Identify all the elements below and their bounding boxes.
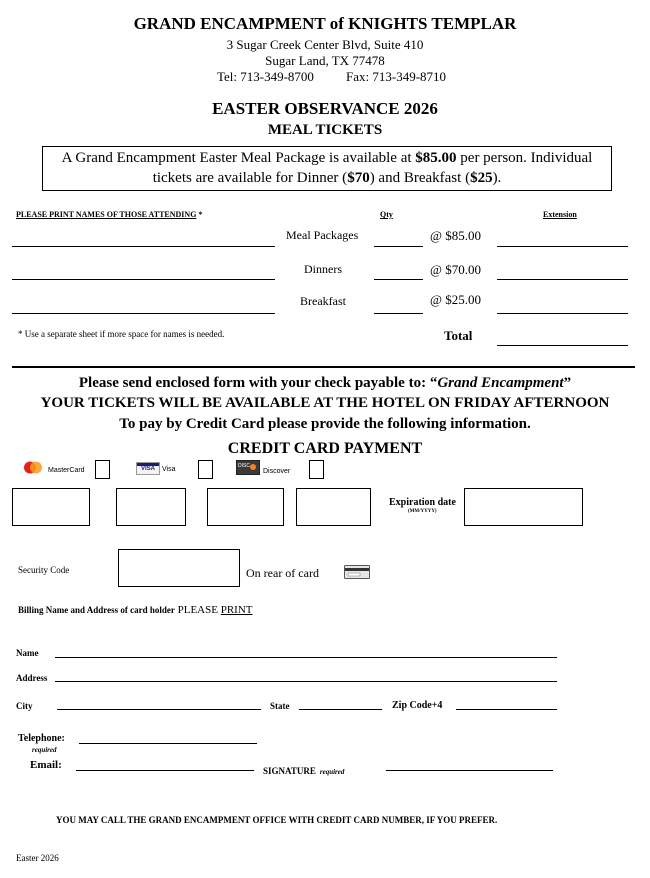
- names-header: [16, 210, 202, 219]
- item-breakfast: Breakfast: [300, 294, 346, 308]
- item-dinners: Dinners: [304, 262, 342, 276]
- payee-name: Grand Encampment: [437, 375, 564, 391]
- visa-checkbox[interactable]: [198, 460, 213, 479]
- rear-of-card-label: On rear of card: [246, 566, 319, 580]
- email-field[interactable]: [76, 770, 254, 771]
- notice-text-1: A Grand Encampment Easter Meal Package is available at: [61, 150, 416, 166]
- billing-heading: [18, 600, 252, 618]
- address-label: Address: [16, 673, 48, 683]
- tickets-notice: YOUR TICKETS WILL BE AVAILABLE AT THE HOTEL ON FRIDAY AFTERNOON: [40, 395, 610, 411]
- attendee-name-line-1[interactable]: [12, 246, 275, 247]
- meal-package-notice: [42, 146, 612, 191]
- qty-meal-packages[interactable]: [374, 246, 423, 247]
- total-label: Total: [444, 328, 473, 343]
- item-meal-packages: Meal Packages: [286, 228, 359, 242]
- package-price: $85.00: [415, 150, 457, 166]
- price-dinners: @ $70.00: [430, 262, 481, 277]
- security-code-label: Security Code: [18, 565, 70, 575]
- qty-dinners[interactable]: [374, 279, 423, 280]
- extension-breakfast[interactable]: [497, 313, 628, 314]
- names-footnote: * Use a separate sheet if more space for names is needed.: [18, 329, 225, 339]
- card-number-group-1[interactable]: [12, 488, 90, 526]
- telephone-required: required: [32, 746, 57, 754]
- state-label: State: [270, 701, 290, 711]
- credit-card-instruction: To pay by Credit Card please provide the following information.: [119, 416, 531, 432]
- breakfast-price: $25: [470, 170, 493, 186]
- extension-dinners[interactable]: [497, 279, 628, 280]
- telephone-number: Tel: 713-349-8700: [217, 69, 314, 84]
- qty-header: Qty: [380, 210, 393, 219]
- event-title: EASTER OBSERVANCE 2026: [212, 99, 438, 118]
- section-divider: [12, 366, 635, 368]
- telephone-field[interactable]: [79, 743, 257, 744]
- price-meal-packages: @ $85.00: [430, 228, 481, 243]
- expiration-hint: (MM/YYYY): [408, 509, 437, 514]
- telephone-label: Telephone:: [18, 733, 65, 744]
- zip-label: Zip Code+4: [392, 700, 443, 711]
- notice-text-3: ) and Breakfast (: [369, 170, 471, 186]
- discover-label: Discover: [263, 468, 291, 475]
- discover-icon: [236, 460, 260, 475]
- zip-field[interactable]: [456, 709, 557, 710]
- address-line-1: 3 Sugar Creek Center Blvd, Suite 410: [226, 37, 424, 52]
- city-label: City: [16, 701, 33, 711]
- total-amount-line[interactable]: [497, 345, 628, 346]
- expiration-date-input[interactable]: [464, 488, 583, 526]
- dinner-price: $70: [347, 170, 370, 186]
- address-field[interactable]: [55, 681, 557, 682]
- discover-icon-text: DISC: [238, 463, 250, 469]
- card-number-group-4[interactable]: [296, 488, 371, 526]
- city-field[interactable]: [57, 709, 261, 710]
- signature-label: [263, 761, 344, 779]
- send-suffix: ”: [563, 375, 572, 391]
- mastercard-checkbox[interactable]: [95, 460, 110, 479]
- credit-card-title: CREDIT CARD PAYMENT: [227, 440, 423, 457]
- signature-required: required: [319, 768, 345, 776]
- call-office-notice: YOU MAY CALL THE GRAND ENCAMPMENT OFFICE WITH CREDIT CARD NUMBER, IF YOU PREFER.: [56, 815, 498, 825]
- price-breakfast: @ $25.00: [430, 292, 481, 307]
- discover-checkbox[interactable]: [309, 460, 324, 479]
- names-header-text: PLEASE PRINT NAMES OF THOSE ATTENDING: [16, 210, 197, 219]
- signature-label-text: SIGNATURE: [263, 766, 316, 776]
- visa-icon: [136, 462, 160, 475]
- email-label: Email:: [30, 759, 62, 771]
- signature-field[interactable]: [386, 770, 553, 771]
- org-name: GRAND ENCAMPMENT of KNIGHTS TEMPLAR: [133, 14, 517, 33]
- billing-heading-text: Billing Name and Address of card holder: [18, 605, 175, 615]
- names-header-asterisk: *: [196, 210, 203, 219]
- billing-print: PRINT: [220, 604, 253, 616]
- card-back-icon: [344, 565, 370, 579]
- send-prefix: Please send enclosed form with your check payable to: “: [78, 375, 438, 391]
- visa-label: Visa: [162, 466, 176, 473]
- attendee-name-line-3[interactable]: [12, 313, 275, 314]
- extension-header: Extension: [543, 210, 577, 219]
- card-number-group-3[interactable]: [207, 488, 284, 526]
- name-field[interactable]: [55, 657, 557, 658]
- form-identifier: Easter 2026: [16, 853, 59, 863]
- card-number-group-2[interactable]: [116, 488, 186, 526]
- state-field[interactable]: [299, 709, 382, 710]
- event-subtitle: MEAL TICKETS: [267, 122, 383, 138]
- mastercard-label: MasterCard: [48, 467, 85, 474]
- name-label: Name: [16, 648, 39, 658]
- qty-breakfast[interactable]: [374, 313, 423, 314]
- address-line-2: Sugar Land, TX 77478: [265, 53, 385, 68]
- billing-please: PLEASE: [174, 604, 221, 616]
- expiration-label: Expiration date: [389, 497, 456, 508]
- fax-number: Fax: 713-349-8710: [346, 69, 447, 84]
- payment-instruction: [0, 375, 650, 392]
- attendee-name-line-2[interactable]: [12, 279, 275, 280]
- mastercard-icon: [22, 461, 44, 474]
- notice-text-2: per person. Individual tickets are available for Dinner (: [152, 150, 593, 186]
- visa-icon-text: VISA: [140, 466, 155, 472]
- notice-text-4: ).: [492, 170, 502, 186]
- security-code-input[interactable]: [118, 549, 240, 587]
- extension-meal-packages[interactable]: [497, 246, 628, 247]
